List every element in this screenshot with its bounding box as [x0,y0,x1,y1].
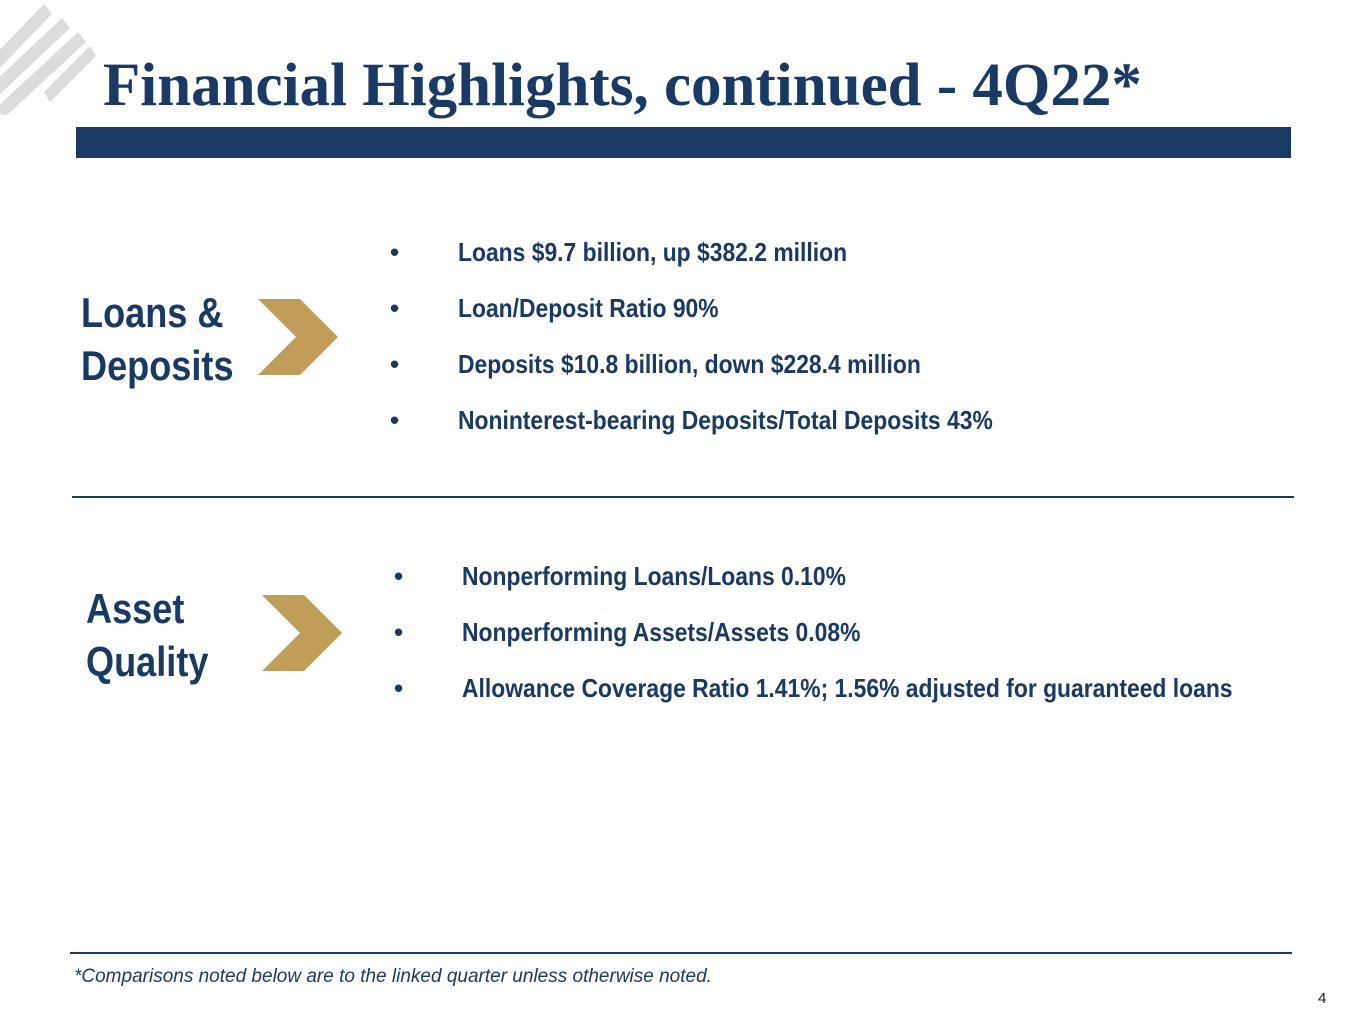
bullet-dot: • [394,673,404,703]
bullet-text: Allowance Coverage Ratio 1.41%; 1.56% adjusted for guaranteed loans [462,673,1233,703]
list-item [390,292,1358,324]
bullet-text: Nonperforming Assets/Assets 0.08% [462,617,861,647]
title-underline-bar [76,127,1291,158]
page-title: Financial Highlights, continued - 4Q22* [103,52,1142,119]
list-item [390,236,1358,268]
section-label-loans-deposits [81,286,234,392]
section-label-line: Quality [86,638,209,685]
bullet-dot: • [390,405,400,435]
section-label-line: Loans & [81,289,224,336]
bullet-text: Nonperforming Loans/Loans 0.10% [462,561,846,591]
asset-quality-bullet-list [394,560,1362,728]
list-item [390,404,1358,436]
bullet-dot: • [394,561,404,591]
section-divider [72,496,1294,498]
page-number: 4 [1318,990,1327,1007]
section-label-asset-quality [86,582,208,688]
bullet-dot: • [394,617,404,647]
logo-stripes-icon [0,0,100,115]
list-item [394,672,1362,704]
list-item [390,348,1358,380]
footnote: *Comparisons noted below are to the linked quarter unless otherwise noted. [74,966,712,987]
bullet-text: Loans $9.7 billion, up $382.2 million [458,237,848,267]
bullet-text: Loan/Deposit Ratio 90% [458,293,719,323]
bullet-dot: • [390,237,400,267]
loans-deposits-bullet-list [390,236,1358,460]
bullet-text: Deposits $10.8 billion, down $228.4 million [458,349,921,379]
list-item [394,560,1362,592]
chevron-right-icon [258,299,338,375]
section-label-line: Asset [86,585,185,632]
chevron-right-icon [262,595,342,671]
bullet-dot: • [390,349,400,379]
list-item [394,616,1362,648]
bullet-text: Noninterest-bearing Deposits/Total Deposits 43% [458,405,993,435]
bullet-dot: • [390,293,400,323]
footer-divider [70,952,1292,954]
section-label-line: Deposits [81,342,234,389]
